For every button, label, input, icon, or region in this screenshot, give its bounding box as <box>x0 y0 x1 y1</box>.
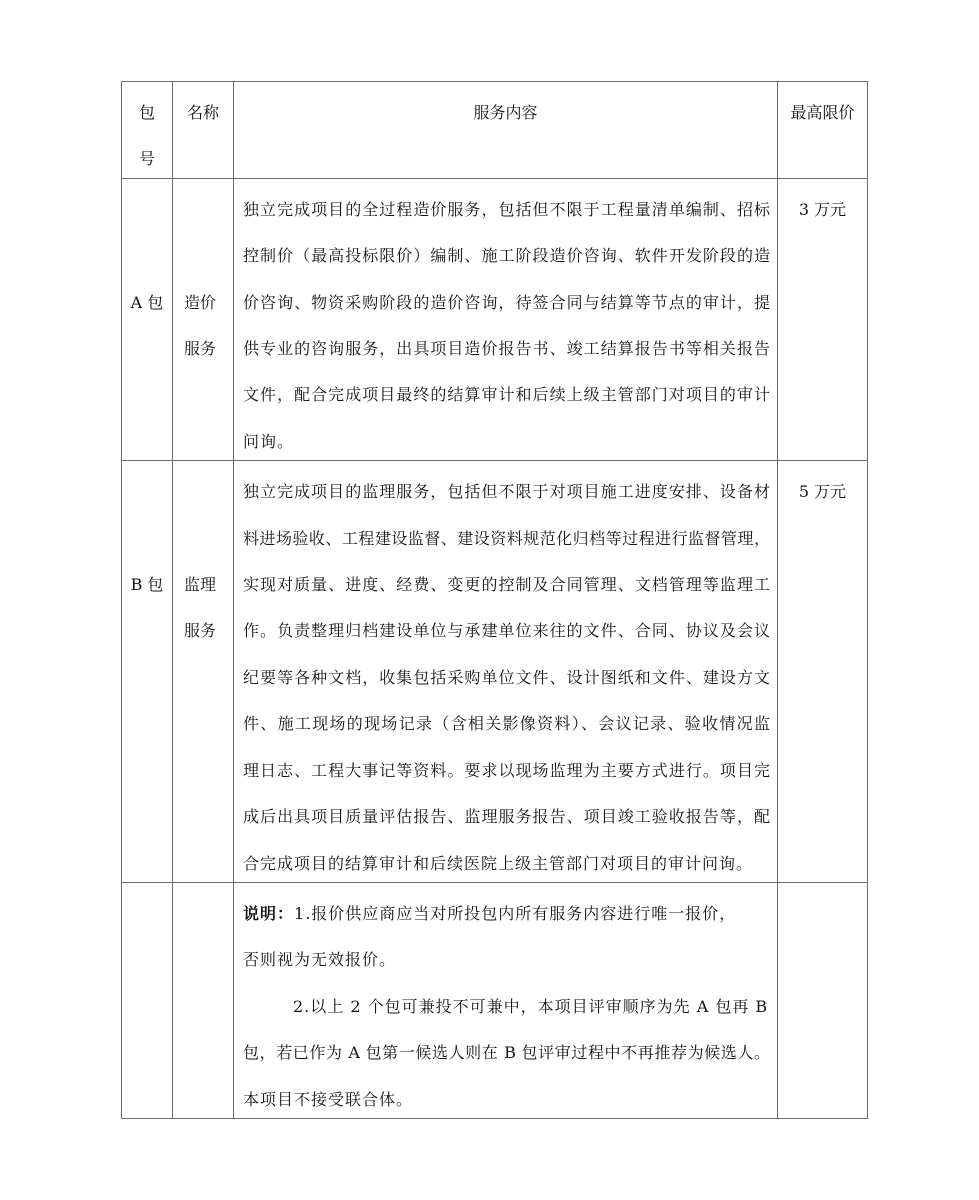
price-cap-cell <box>778 461 868 883</box>
service-package-table <box>121 81 868 1119</box>
content-line: 成后出具项目质量评估报告、监理服务报告、项目竣工验收报告等，配 <box>243 807 770 827</box>
package-label: B 包 <box>130 575 164 595</box>
note-line: 本项目不接受联合体。 <box>243 1089 414 1109</box>
header-name-label: 名称 <box>186 103 219 122</box>
content-line: 独立完成项目的全过程造价服务，包括但不限于工程量清单编制、招标 <box>243 199 770 219</box>
content-line: 料进场验收、工程建设监督、建设资料规范化归档等过程进行监督管理， <box>243 528 770 548</box>
price-cap: 3 万元 <box>798 199 847 219</box>
empty-cell <box>173 882 234 1118</box>
header-package-no-label: 包号 <box>138 103 155 169</box>
table-row-package-a <box>122 178 868 460</box>
service-content-cell <box>234 461 778 883</box>
service-name-cell <box>173 178 234 460</box>
package-cell <box>122 178 173 460</box>
price-cap: 5 万元 <box>798 482 847 502</box>
table-row-notes <box>122 882 868 1118</box>
note-line: 2.以上 2 个包可兼投不可兼中，本项目评审顺序为先 A 包再 B <box>293 996 769 1016</box>
service-name: 监理服务 <box>184 575 217 641</box>
header-service-content <box>234 82 778 179</box>
notes-cell <box>234 882 778 1118</box>
header-price-cap <box>778 82 868 179</box>
package-cell <box>122 461 173 883</box>
content-line: 文件，配合完成项目最终的结算审计和后续上级主管部门对项目的审计 <box>243 385 770 405</box>
service-name: 造价服务 <box>184 292 217 359</box>
table-header-row <box>122 82 868 179</box>
notes-label: 说明： <box>243 903 295 923</box>
empty-cell <box>778 882 868 1118</box>
service-content-cell <box>234 178 778 460</box>
note-text: 1.报价供应商应当对所投包内所有服务内容进行唯一报价， <box>294 903 737 923</box>
package-label: A 包 <box>130 292 164 312</box>
note-line: 包，若已作为 A 包第一候选人则在 B 包评审过程中不再推荐为候选人。 <box>243 1043 770 1063</box>
content-line: 独立完成项目的监理服务，包括但不限于对项目施工进度安排、设备材 <box>243 482 770 502</box>
content-line: 实现对质量、进度、经费、变更的控制及合同管理、文档管理等监理工 <box>243 575 770 595</box>
price-cap-cell <box>778 178 868 460</box>
content-line: 作。负责整理归档建设单位与承建单位来往的文件、合同、协议及会议 <box>243 621 770 641</box>
service-name-cell <box>173 461 234 883</box>
empty-cell <box>122 882 173 1118</box>
table-row-package-b <box>122 461 868 883</box>
header-name <box>173 82 234 179</box>
note-line <box>243 891 770 937</box>
header-service-content-label: 服务内容 <box>473 103 538 122</box>
note-line: 否则视为无效报价。 <box>243 950 397 970</box>
content-line: 供专业的咨询服务，出具项目造价报告书、竣工结算报告书等相关报告 <box>243 339 770 359</box>
content-line: 控制价（最高投标限价）编制、施工阶段造价咨询、软件开发阶段的造 <box>243 246 770 266</box>
content-line: 件、施工现场的现场记录（含相关影像资料）、会议记录、验收情况监 <box>243 714 770 734</box>
content-line: 纪要等各种文档，收集包括采购单位文件、设计图纸和文件、建设方文 <box>243 667 770 687</box>
content-line: 价咨询、物资采购阶段的造价咨询，待签合同与结算等节点的审计，提 <box>243 292 770 312</box>
header-price-cap-label: 最高限价 <box>790 103 855 122</box>
content-line: 合完成项目的结算审计和后续医院上级主管部门对项目的审计问询。 <box>243 853 754 873</box>
content-line: 理日志、工程大事记等资料。要求以现场监理为主要方式进行。项目完 <box>243 760 770 780</box>
header-package-no <box>122 82 173 179</box>
content-line: 问询。 <box>243 431 295 451</box>
